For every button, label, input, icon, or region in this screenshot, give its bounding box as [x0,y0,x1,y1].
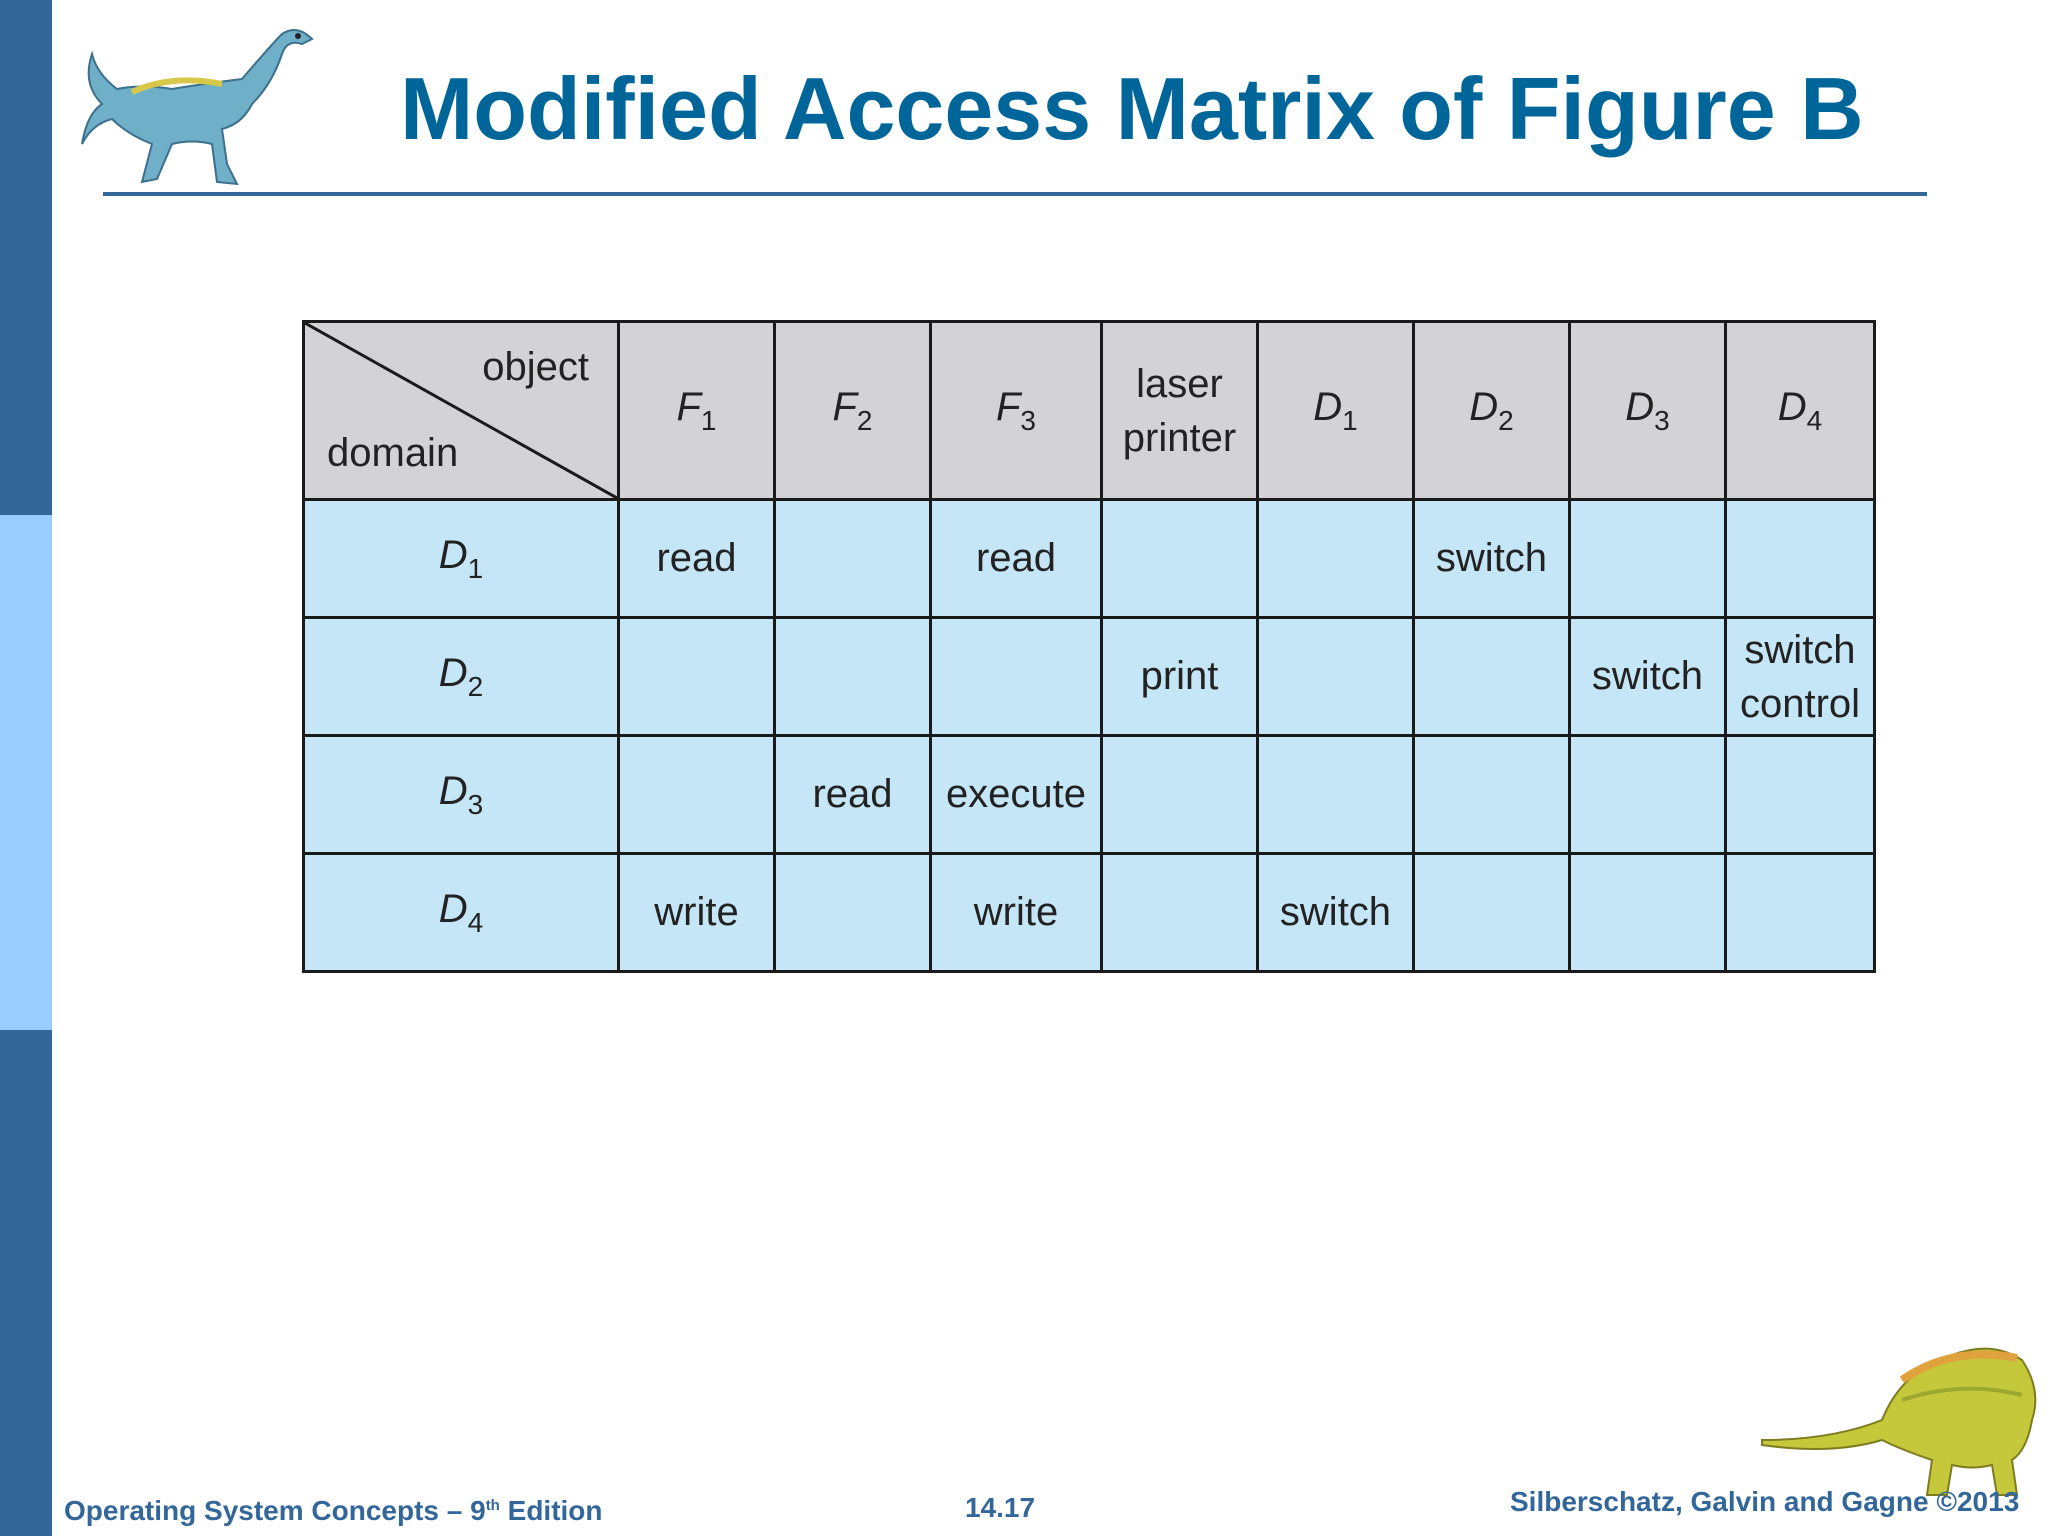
corner-object-label: object [482,345,589,389]
slide-sidebar-accent [0,515,52,1030]
symbol-label [995,384,1036,436]
symbol-subscript: 4 [1806,404,1823,436]
access-right-label [776,772,929,817]
symbol-subscript: 3 [467,788,484,820]
access-right-cell [1414,618,1570,736]
corner-cell [304,322,619,500]
matrix-row [304,618,1875,736]
access-right-label [932,772,1100,817]
access-right-cell [1102,500,1258,618]
column-header [1414,322,1570,500]
dinosaur-icon [72,14,322,194]
corner-domain-label: domain [327,431,459,475]
title-divider [103,192,1927,196]
footer-edition-superscript: th [485,1497,500,1514]
matrix-row [304,854,1875,972]
symbol-label [1313,384,1358,436]
symbol-label [438,532,484,584]
symbol-label [438,886,484,938]
access-right-cell [775,854,931,972]
symbol-subscript: 1 [467,552,484,584]
symbol-label [438,650,484,702]
column-header [1726,322,1875,500]
symbol-label [1469,384,1514,436]
access-right-cell [1570,736,1726,854]
row-domain-header [304,618,619,736]
access-right-cell [775,736,931,854]
access-right-text: write [973,890,1059,934]
symbol-label [1777,384,1823,436]
access-right-cell [1414,736,1570,854]
access-matrix-table [302,320,1876,973]
symbol-subscript: 3 [1654,404,1670,436]
access-right-label [1415,536,1568,581]
access-right-cell [1258,618,1414,736]
access-right-cell [1102,618,1258,736]
access-right-cell [619,854,775,972]
dinosaur-icon [1752,1300,2048,1500]
column-header-label [1123,357,1236,465]
access-right-cell [619,736,775,854]
column-header [775,322,931,500]
symbol-subscript: 3 [1020,404,1036,436]
access-right-text: execute [945,772,1087,816]
column-header-line: printer [1122,415,1237,460]
access-right-cell [775,500,931,618]
symbol-subscript: 2 [467,670,484,702]
symbol-label [1625,384,1670,436]
symbol-base: D [438,768,468,813]
symbol-base: D [1313,384,1343,429]
access-right-cell [1570,854,1726,972]
access-right-text: switch [1744,627,1856,672]
access-right-cell [931,854,1102,972]
symbol-base: F [676,384,701,429]
symbol-base: D [1469,384,1499,429]
access-right-label [1571,654,1724,699]
matrix-body [304,500,1875,972]
access-right-text: control [1739,681,1861,726]
access-right-text: write [654,890,739,934]
access-right-label [620,890,773,935]
symbol-subscript: 1 [700,404,717,436]
symbol-label [832,384,873,436]
symbol-label [438,768,484,820]
column-header [931,322,1102,500]
symbol-base: F [995,384,1021,429]
access-right-label [932,890,1100,935]
access-right-cell [1258,736,1414,854]
access-right-cell [1258,500,1414,618]
symbol-subscript: 2 [856,404,873,436]
row-domain-header [304,500,619,618]
footer-book-title [64,1495,603,1527]
symbol-base: D [438,886,468,931]
symbol-base: D [438,650,468,695]
access-right-cell [1102,854,1258,972]
access-right-text: read [975,536,1057,580]
page-title: Modified Access Matrix of Figure B [400,59,1864,158]
access-right-label [620,536,773,581]
row-domain-header [304,854,619,972]
matrix-row [304,500,1875,618]
symbol-subscript: 4 [467,906,484,938]
access-right-cell [1102,736,1258,854]
symbol-subscript: 2 [1498,404,1514,436]
footer-page-number: 14.17 [965,1492,1036,1523]
row-domain-header [304,736,619,854]
access-right-label [932,536,1100,581]
matrix-row [304,736,1875,854]
access-right-text: read [812,772,893,816]
access-right-cell [619,500,775,618]
column-header-line: laser [1136,361,1223,406]
access-right-cell [931,500,1102,618]
access-right-label [1259,890,1412,935]
symbol-base: D [1777,384,1807,429]
access-right-cell [1414,500,1570,618]
column-header [1570,322,1726,500]
access-right-label [1740,623,1860,731]
symbol-label [676,384,717,436]
access-right-cell [1726,854,1875,972]
access-right-cell [931,618,1102,736]
access-right-label [1103,654,1256,699]
symbol-base: F [832,384,857,429]
header-row [304,322,1875,500]
symbol-base: D [438,532,468,577]
column-header [1102,322,1258,500]
access-right-text: switch [1279,890,1392,934]
access-right-cell [1726,736,1875,854]
access-right-text: switch [1591,654,1704,698]
access-right-cell [1570,618,1726,736]
access-right-cell [1570,500,1726,618]
access-right-cell [1414,854,1570,972]
access-right-cell [1726,500,1875,618]
symbol-subscript: 1 [1342,404,1358,436]
access-right-text: read [656,536,737,580]
access-right-cell [1258,854,1414,972]
footer-book-title-edition: Edition [499,1495,603,1526]
access-right-cell [1726,618,1875,736]
access-right-text: print [1140,654,1219,698]
footer-book-title-main: Operating System Concepts – 9 [64,1495,486,1526]
access-right-text: switch [1435,536,1548,580]
column-header [619,322,775,500]
symbol-base: D [1625,384,1655,429]
access-right-cell [775,618,931,736]
column-header [1258,322,1414,500]
footer-copyright: Silberschatz, Galvin and Gagne ©2013 [1510,1486,2020,1517]
access-right-cell [619,618,775,736]
access-right-cell [931,736,1102,854]
